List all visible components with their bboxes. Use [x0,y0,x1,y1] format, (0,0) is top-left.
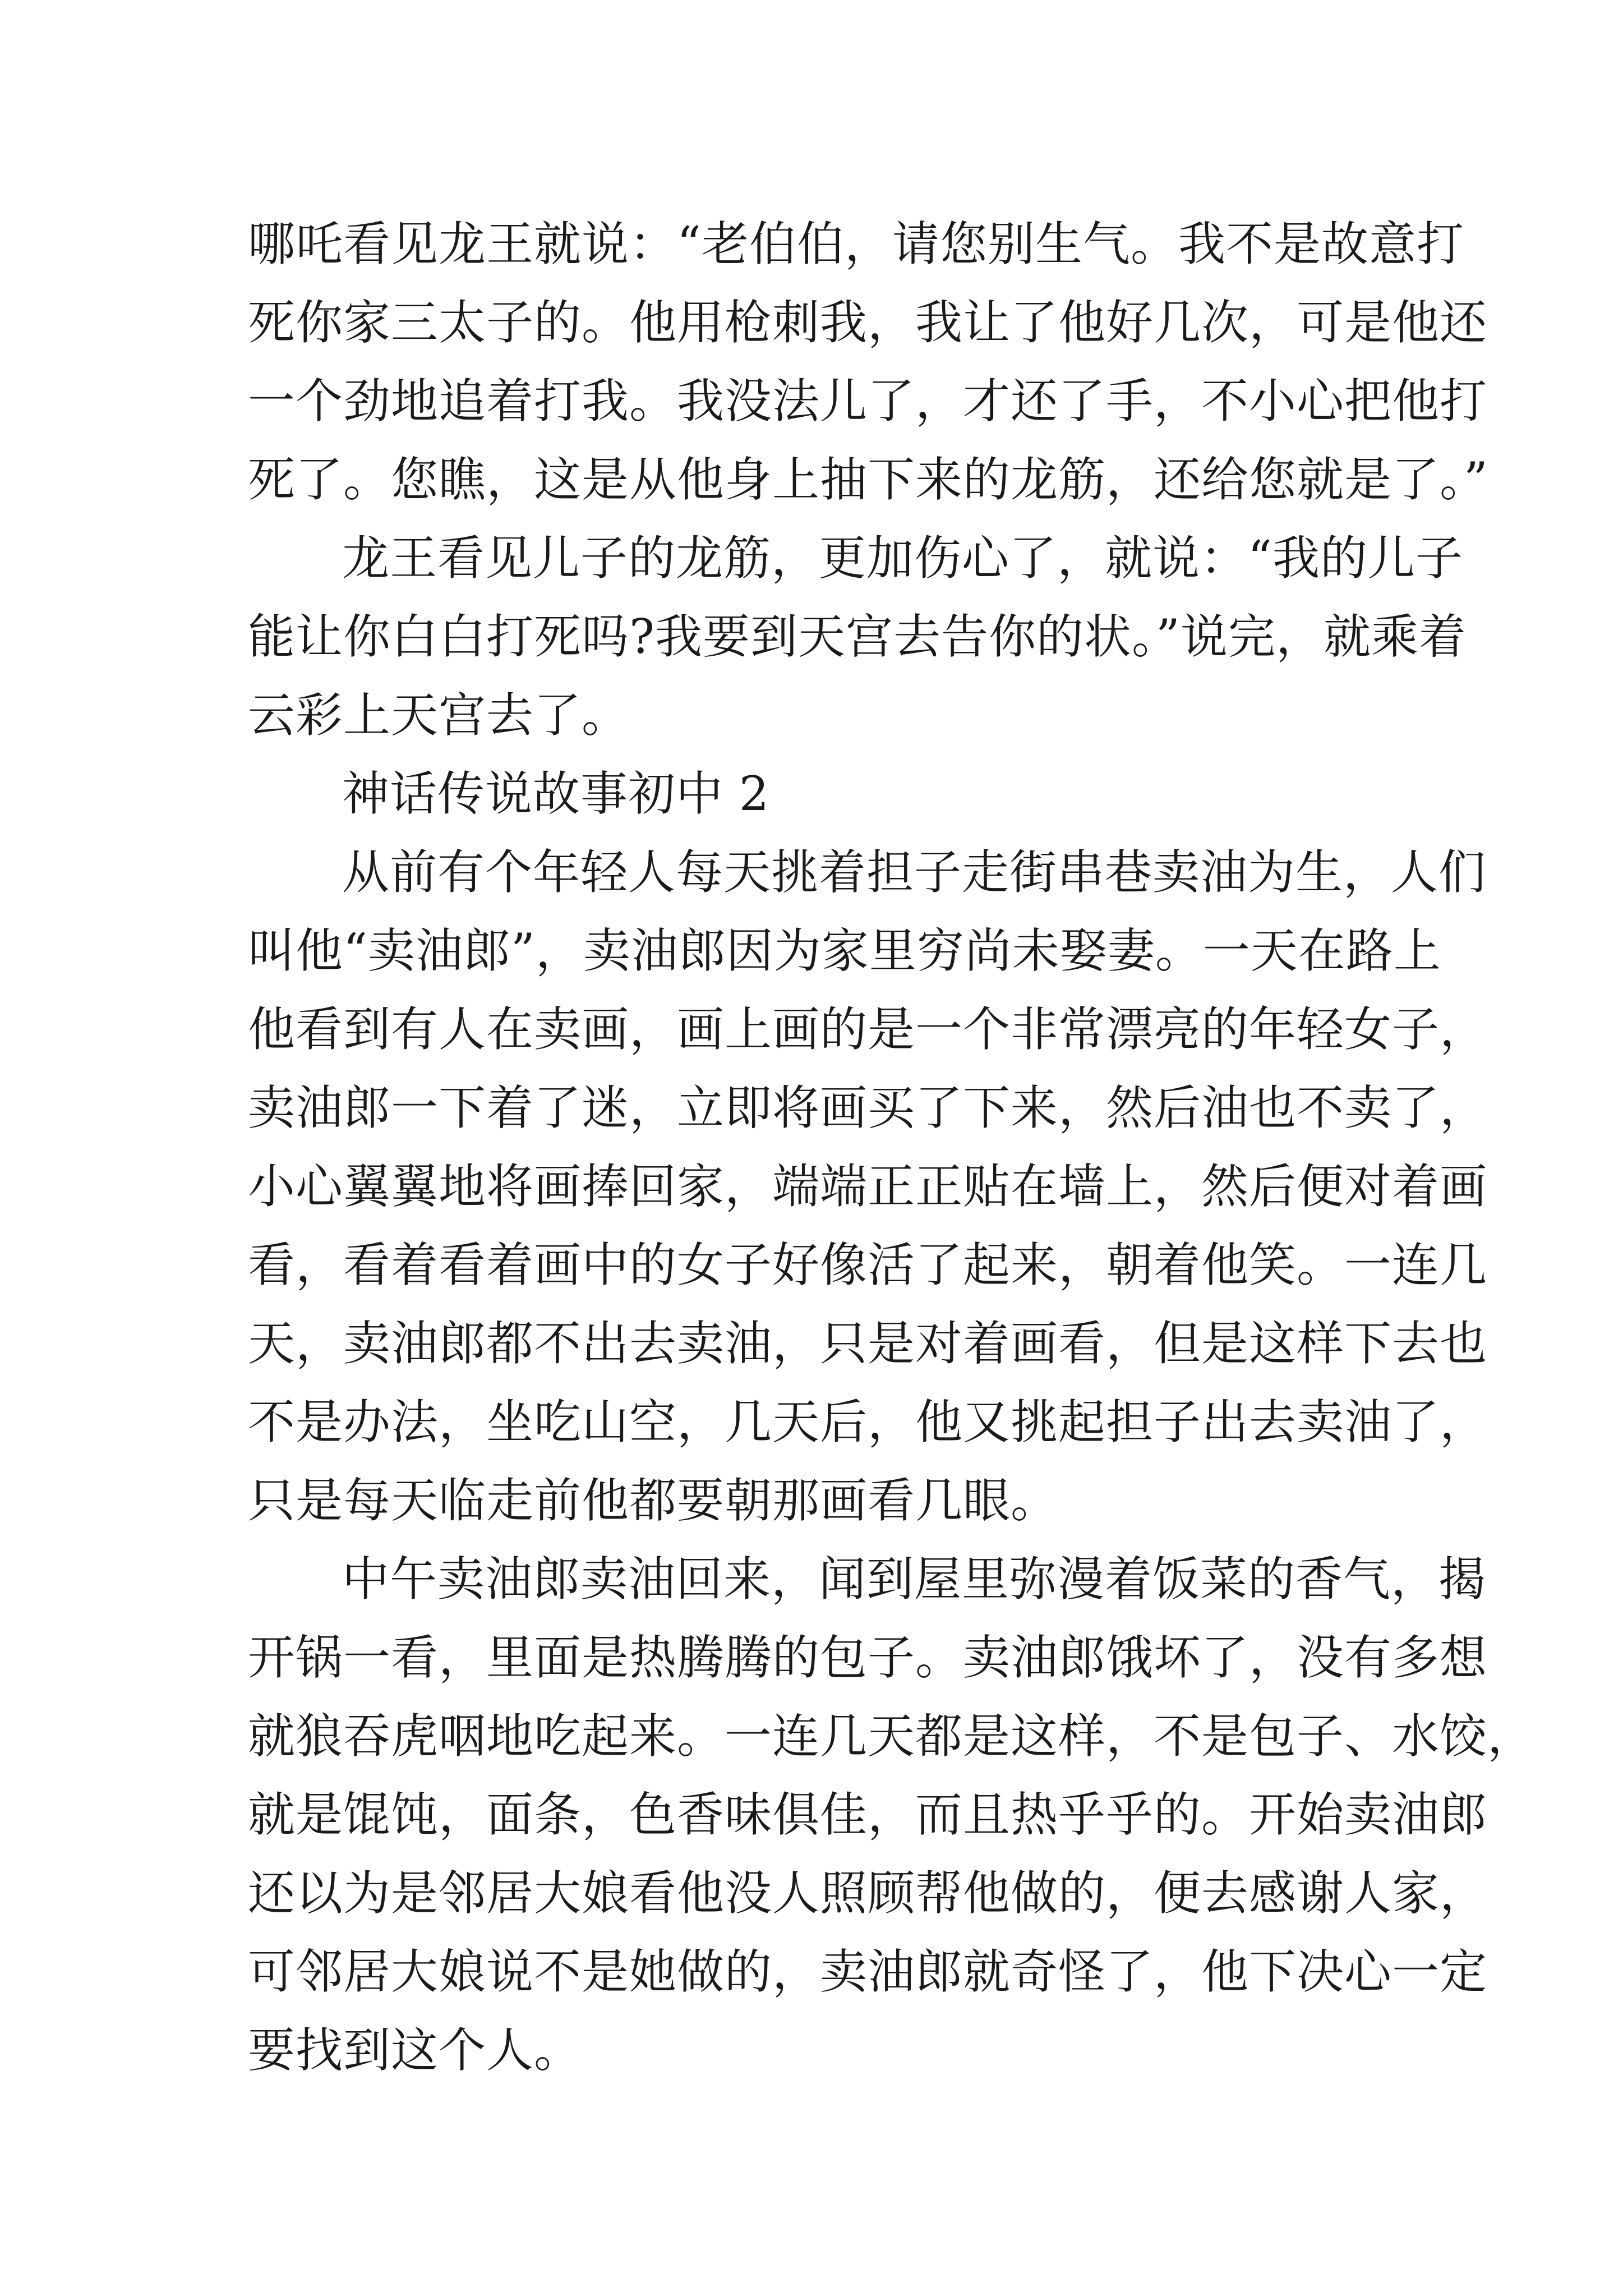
paragraph [248,205,1488,519]
text-line: 开锅一看，里面是热腾腾的包子。卖油郎饿坏了，没有多想 [248,1630,1488,1685]
text-line: 死你家三太子的。他用枪刺我，我让了他好几次，可是他还 [248,295,1488,350]
paragraph [248,519,1467,754]
text-line: 小心翼翼地将画捧回家，端端正正贴在墙上，然后便对着画 [248,1159,1488,1214]
paragraph [248,833,1488,1540]
text-line: 要找到这个人。 [248,2023,582,2078]
text-line: 就是馄饨，面条，色香味俱佳，而且热乎乎的。开始卖油郎 [248,1787,1488,1842]
text-line: 还以为是邻居大娘看他没人照顾帮他做的，便去感谢人家， [248,1866,1488,1921]
paragraph [248,1540,1536,2090]
text-line: 能让你白白打死吗?我要到天宫去告你的状。”说完，就乘着 [248,609,1467,664]
text-line: 可邻居大娘说不是她做的，卖油郎就奇怪了，他下决心一定 [248,1944,1488,1999]
text-line: 就狼吞虎咽地吃起来。一连几天都是这样，不是包子、水饺， [248,1709,1536,1764]
text-line: 从前有个年轻人每天挑着担子走街串巷卖油为生，人们 [342,845,1487,900]
text-line: 不是办法，坐吃山空，几天后，他又挑起担子出去卖油了， [248,1395,1488,1450]
text-line: 死了。您瞧，这是从他身上抽下来的龙筋，还给您就是了。” [248,452,1488,507]
text-line: 叫他“卖油郎”，卖油郎因为家里穷尚未娶妻。一天在路上 [248,923,1441,978]
text-line: 卖油郎一下着了迷，立即将画买了下来，然后油也不卖了， [248,1080,1488,1135]
text-line: 天，卖油郎都不出去卖油，只是对着画看，但是这样下去也 [248,1316,1488,1371]
document-body [248,205,1536,2090]
text-line: 龙王看见儿子的龙筋，更加伤心了，就说：“我的儿子 [342,531,1463,586]
text-line: 中午卖油郎卖油回来，闻到屋里弥漫着饭菜的香气，揭 [342,1552,1487,1607]
text-line: 只是每天临走前他都要朝那画看几眼。 [248,1473,1059,1528]
section-heading [248,754,1375,833]
text-line: 他看到有人在卖画，画上画的是一个非常漂亮的年轻女子， [248,1002,1488,1057]
text-line: 一个劲地追着打我。我没法儿了，才还了手，不小心把他打 [248,374,1488,429]
heading-text: 神话传说故事初中 2 [342,766,770,821]
text-line: 看，看着看着画中的女子好像活了起来，朝着他笑。一连几 [248,1237,1488,1292]
text-line: 哪吒看见龙王就说：“老伯伯，请您别生气。我不是故意打 [248,217,1464,272]
text-line: 云彩上天宫去了。 [248,688,630,743]
